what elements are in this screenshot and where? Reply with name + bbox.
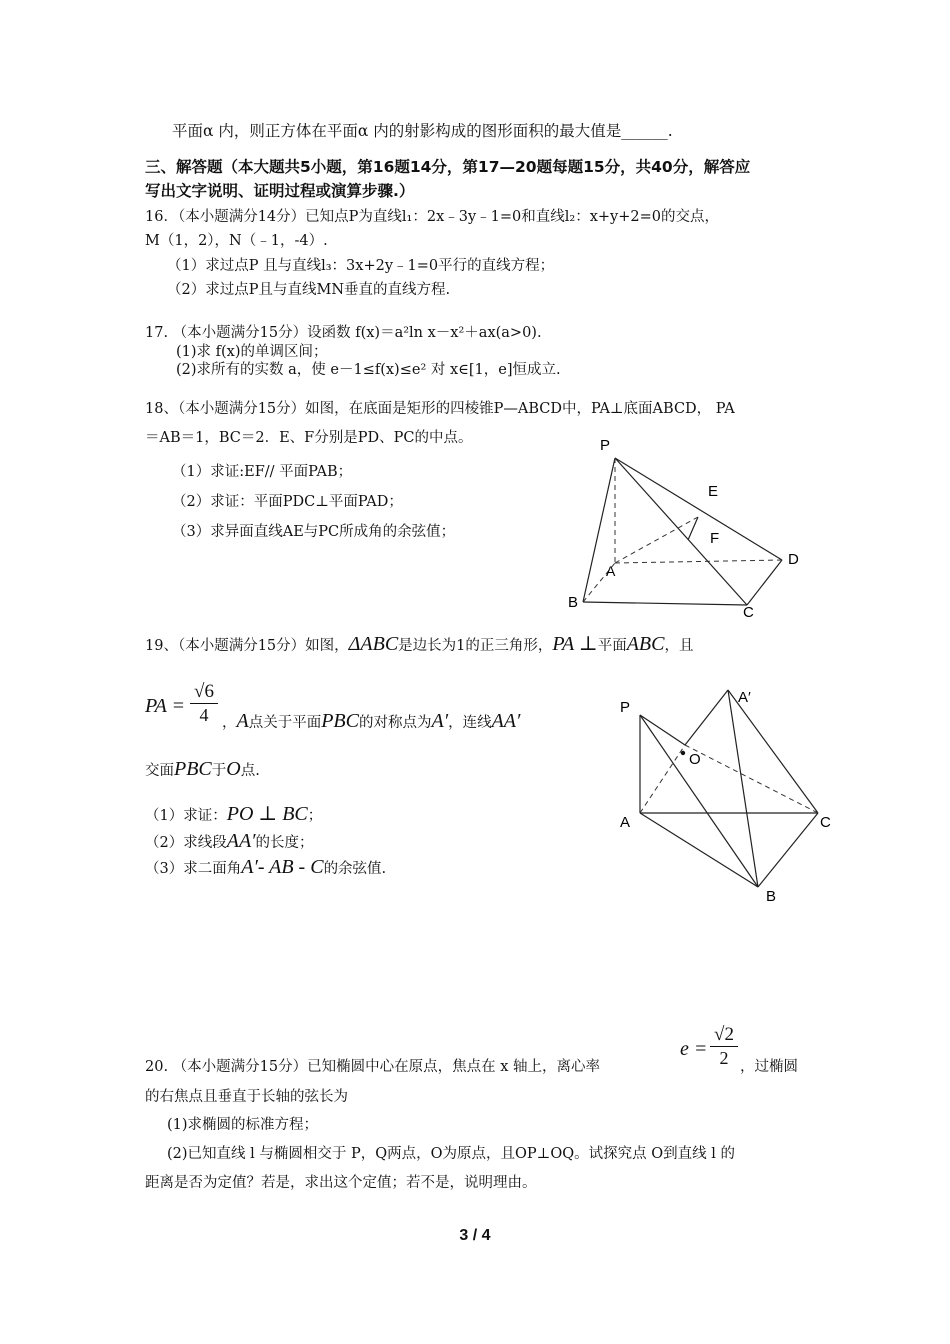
q18-part3: （3）求异面直线AE与PC所成角的余弦值； — [172, 524, 456, 540]
q18-label-b: B — [568, 594, 579, 611]
q16-stem-line2: M（1，2），N（﹣1，-4）. — [145, 233, 328, 249]
q18-part2: （2）求证：平面PDC⊥平面PAD； — [172, 494, 403, 510]
q19-pa-eq: PA = — [145, 695, 185, 717]
q16-part1: （1）求过点P 且与直线l₃：3x+2y﹣1=0平行的直线方程； — [167, 258, 555, 274]
q19-math-pbc-2: PBC — [174, 758, 212, 780]
q18-label-c: C — [743, 604, 754, 620]
q19-part2-end: 的长度； — [255, 835, 314, 851]
q19-part1-math: PO ⊥ BC — [226, 803, 308, 825]
q19-math-aa-prime: AA′ — [491, 710, 521, 732]
q18-label-d: D — [788, 551, 799, 568]
q19-fraction — [190, 681, 218, 726]
q19-text-3: 平面 — [597, 638, 627, 654]
q19-frac-num: √6 — [190, 681, 218, 704]
q20-e-lhs: e = — [680, 1038, 708, 1060]
section3-heading-line1: 三、解答题（本大题共5小题，第16题14分，第17—20题每题15分，共40分，解答应 — [145, 158, 751, 176]
q15-tail-text: 平面α 内，则正方体在平面α 内的射影构成的图形面积的最大值是______. — [172, 122, 673, 140]
q19-text-7: 的对称点为 — [359, 715, 432, 731]
q19-text-2: 是边长为1的正三角形， — [398, 638, 553, 654]
q18-stem-line2: ＝AB＝1，BC＝2．E、F分别是PD、PC的中点。 — [145, 430, 473, 446]
q16-stem-line1: 16．（本小题满分14分）已知点P为直线l₁：2x﹣3y﹣1=0和直线l₂：x+y+2=0的交点， — [145, 209, 719, 225]
q19-text-8: ，连线 — [448, 715, 492, 731]
section3-heading-line2: 写出文字说明、证明过程或演算步骤.） — [145, 182, 415, 200]
q19-text-11: 点. — [240, 763, 260, 779]
q19-label-b: B — [766, 888, 777, 905]
q19-label-o: O — [689, 751, 701, 768]
q19-text-4: ，且 — [664, 638, 694, 654]
q20-stem-line1a: 20. （本小题满分15分）已知椭圆中心在原点，焦点在 x 轴上，离心率 — [145, 1059, 601, 1075]
q19-text-5: ， — [222, 715, 237, 731]
q20-part2-line2: 距离是否为定值？若是，求出这个定值；若不是，说明理由。 — [145, 1175, 537, 1191]
q19-text-10: 于 — [211, 763, 227, 779]
q20-stem-line2: 的右焦点且垂直于长轴的弦长为 — [145, 1089, 348, 1105]
q20-part1: (1)求椭圆的标准方程； — [167, 1117, 319, 1133]
q19-label-p: P — [620, 699, 631, 716]
q20-part2-line1: (2)已知直线 l 与椭圆相交于 P，Q两点，O为原点，且OP⊥OQ。试探究点 O到直线 l 的 — [167, 1146, 735, 1162]
q19-part3-label: （3）求二面角 — [145, 861, 242, 877]
q18-stem-line1: 18、（本小题满分15分）如图，在底面是矩形的四棱锥P—ABCD中，PA⊥底面ABCD， PA — [145, 401, 735, 417]
q17-stem: 17. （本小题满分15分）设函数 f(x)＝a²ln x－x²＋ax(a>0). — [145, 325, 542, 341]
q19-stem-line1 — [145, 634, 694, 656]
q19-label-c: C — [820, 814, 831, 831]
q19-label-a-prime: A′ — [738, 689, 751, 706]
q19-tetrahedron-figure — [610, 680, 850, 910]
q19-part2 — [145, 831, 314, 853]
q18-label-p: P — [600, 437, 611, 454]
q19-point-o — [681, 751, 685, 755]
q19-part3 — [145, 857, 386, 879]
q19-label-a: A — [620, 814, 631, 831]
q19-math-o: O — [226, 758, 241, 780]
q18-pyramid-figure — [560, 430, 820, 620]
q18-label-a: A — [606, 563, 616, 579]
q18-label-f: F — [710, 530, 720, 547]
q19-stem-line3 — [145, 759, 260, 781]
q19-math-abc: ABC — [626, 633, 665, 655]
q19-math-a-prime: A′ — [431, 710, 449, 732]
q16-part2: （2）求过点P且与直线MN垂直的直线方程. — [167, 282, 451, 298]
page-number: 3 / 4 — [459, 1227, 491, 1244]
q19-part3-math: A′- AB - C — [241, 856, 324, 878]
q20-frac-num: √2 — [710, 1024, 738, 1047]
q20-fraction — [710, 1024, 738, 1069]
q19-text-6: 点关于平面 — [248, 715, 322, 731]
q19-part2-math: AA′ — [226, 830, 256, 852]
q19-math-a: A — [236, 710, 249, 732]
q18-label-e: E — [708, 483, 719, 500]
q19-part3-end: 的余弦值. — [323, 861, 387, 877]
q18-part1: （1）求证:EF// 平面PAB； — [172, 464, 353, 480]
q19-text-9: 交面 — [145, 763, 174, 779]
q19-frac-den: 4 — [199, 705, 209, 725]
q19-part1-end: ； — [307, 808, 323, 824]
q19-math-triangle: ΔABC — [348, 633, 399, 655]
q19-part1 — [145, 804, 322, 826]
q17-part1: (1)求 f(x)的单调区间； — [176, 344, 328, 360]
q17-part2: (2)求所有的实数 a，使 e－1≤f(x)≤e² 对 x∈[1，e]恒成立. — [176, 362, 561, 378]
q19-part1-label: （1）求证： — [145, 808, 227, 824]
q19-math-pbc: PBC — [321, 710, 359, 732]
q19-math-pa-perp: PA ⊥ — [552, 633, 598, 655]
q20-frac-den: 2 — [719, 1048, 729, 1068]
q19-text-1: 19、（本小题满分15分）如图， — [145, 638, 349, 654]
q19-part2-label: （2）求线段 — [145, 835, 227, 851]
q19-stem-line2 — [222, 711, 520, 733]
q20-stem-line1b: ，过椭圆 — [740, 1059, 798, 1075]
